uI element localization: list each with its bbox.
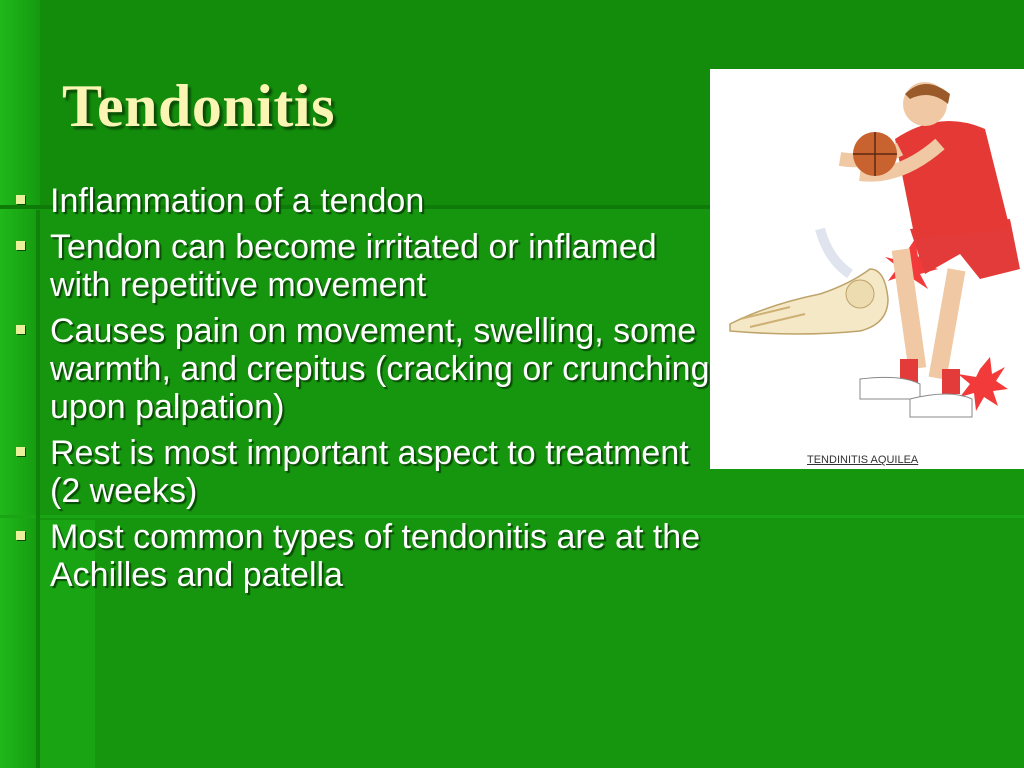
square-bullet-icon [16, 241, 25, 250]
square-bullet-icon [16, 531, 25, 540]
slide-title: Tendonitis [62, 73, 335, 139]
bullet-text: Inflammation of a tendon [50, 182, 425, 220]
square-bullet-icon [16, 447, 25, 456]
bullet-item [14, 228, 714, 304]
illustration-caption: TENDINITIS AQUILEA [807, 454, 919, 466]
basketball-player-illustration [710, 69, 1024, 469]
bullet-item [14, 312, 714, 426]
bullet-item [14, 182, 714, 220]
bullet-list [14, 182, 714, 602]
tendinitis-illustration [710, 69, 1024, 469]
bullet-text: Rest is most important aspect to treatment (2 weeks) [50, 434, 689, 510]
bullet-text: Causes pain on movement, swelling, some warmth, and crepitus (cracking or crunching upon palpation) [50, 312, 710, 426]
bullet-text: Most common types of tendonitis are at the Achilles and patella [50, 518, 701, 594]
bullet-item [14, 434, 714, 510]
square-bullet-icon [16, 195, 25, 204]
bullet-item [14, 518, 714, 594]
foot-bones-icon [730, 229, 888, 334]
bullet-text: Tendon can become irritated or inflamed with repetitive movement [50, 228, 657, 304]
square-bullet-icon [16, 325, 25, 334]
